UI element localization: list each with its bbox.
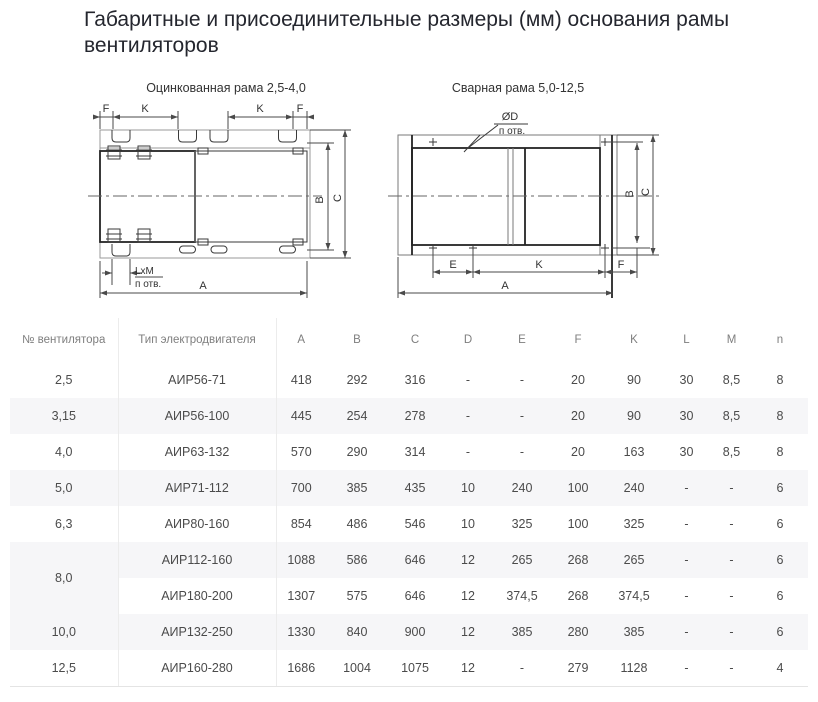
column-header-n: n [776,334,784,346]
dim-label-a-left-drawing: A [199,280,207,292]
page-title [84,7,729,59]
cell-value: 90 [627,373,641,387]
cell-value: 1307 [287,589,316,603]
cell-value: - [711,542,752,578]
cell-value: - [662,614,711,650]
cell-value: - [465,445,471,459]
dim-label-c-right-drawing: C [640,188,652,196]
column-header-b: B [353,334,361,346]
cell-value: 290 [346,445,368,459]
welded-frame-drawing [388,78,678,310]
dim-label-n-holes-left: п отв. [135,279,162,290]
column-header-a: A [297,334,306,346]
cell-value: 90 [606,398,662,434]
table-row [10,650,808,687]
column-header-d: D [463,334,473,346]
cell-value: 374,5 [618,589,650,603]
dim-label-a-right-drawing: A [501,280,509,292]
column-header-c: C [410,334,420,346]
column-header-motor-type: Тип электродвигателя [118,318,276,362]
hole-marks [429,138,609,252]
cell-value: - [662,542,711,578]
cell-value: 445 [276,398,326,434]
cell-value: - [519,445,525,459]
dim-label-b: B [314,196,326,204]
cell-value: 254 [326,398,388,434]
cell-fan-number: 10,0 [10,614,118,650]
cell-value: - [711,650,752,687]
column-header-f: F [574,334,582,346]
cell-value: 12 [442,650,494,687]
dim-label-hole-diameter: ØD [501,111,519,123]
cell-value: 385 [326,470,388,506]
cell-value: 546 [404,517,426,531]
column-header-k: K [630,334,638,346]
table-row [10,470,808,506]
column-header-e: E [518,334,526,346]
drawing-title-welded: Сварная рама 5,0-12,5 [451,81,585,95]
cell-value: 646 [388,542,442,578]
cell-motor-type: АИР112-160 [118,542,276,578]
cell-value: 280 [550,614,606,650]
table-row [10,614,808,650]
cell-fan-number: 3,15 [10,398,118,434]
cell-value: - [711,470,752,506]
cell-value: 8,5 [722,445,741,459]
cell-value: 10 [442,470,494,506]
table-row [10,362,808,398]
drawing-title-galvanized: Оцинкованная рама 2,5-4,0 [146,81,306,95]
dim-label-k-right: K [256,103,264,115]
cell-value: 1075 [388,650,442,687]
cell-fan-number: 2,5 [10,362,118,398]
cell-value: - [465,373,471,387]
cell-motor-type: АИР180-200 [118,578,276,614]
table-row [10,578,808,614]
dim-label-k-right-drawing: K [535,259,543,271]
cell-value: 279 [550,650,606,687]
table-row [10,434,808,470]
cell-value: 8 [776,373,784,387]
cell-value: 12 [442,614,494,650]
cell-motor-type: АИР71-112 [118,470,276,506]
cell-value: 268 [550,542,606,578]
cell-motor-type: АИР63-132 [118,434,276,470]
cell-value: - [519,373,525,387]
cell-motor-type: АИР160-280 [118,650,276,687]
cell-value: 385 [494,614,550,650]
column-header-m: M [726,334,737,346]
cell-value: 570 [290,445,312,459]
cell-value: 840 [326,614,388,650]
column-header-fan-number: № вентилятора [10,318,118,362]
cell-value: 325 [623,517,645,531]
dim-label-lxm: LxM [135,266,154,277]
dim-label-c: C [332,194,344,202]
dim-label-f-right: F [296,103,304,115]
cell-value: 240 [494,470,550,506]
dim-label-f-right-drawing: F [617,259,625,271]
dim-label-e: E [449,259,457,271]
cell-value: 854 [290,517,312,531]
cell-value: 278 [388,398,442,434]
cell-fan-number: 5,0 [10,470,118,506]
cell-value: 435 [388,470,442,506]
cell-value: 1004 [326,650,388,687]
cell-value: 314 [404,445,426,459]
cell-value: 900 [388,614,442,650]
cell-value: - [684,589,689,603]
table-header-row [10,318,808,362]
galvanized-frame-drawing [50,78,370,310]
cell-value: - [662,650,711,687]
cell-value: - [711,614,752,650]
cell-value: 6 [776,517,784,531]
cell-value: 265 [494,542,550,578]
cell-motor-type: АИР132-250 [118,614,276,650]
cell-value: - [684,517,689,531]
cell-value: 100 [567,517,589,531]
cell-value: - [729,517,734,531]
cell-value: 20 [550,398,606,434]
cell-value: 4 [752,650,808,687]
dim-label-b-right-drawing: B [624,190,636,198]
cell-value: 1128 [606,650,662,687]
cell-value: - [729,589,734,603]
cell-value: 12 [461,589,475,603]
cell-value: 6 [752,470,808,506]
cell-value: 374,5 [506,589,538,603]
cell-value: 586 [326,542,388,578]
page-title-line2: вентиляторов [84,34,219,57]
cell-value: 385 [606,614,662,650]
cell-value: 20 [571,373,585,387]
cell-value: - [494,398,550,434]
cell-value: 100 [550,470,606,506]
cell-fan-number-merged: 8,0 [10,542,118,614]
column-header-l: L [683,334,690,346]
cell-value: 575 [346,589,368,603]
cell-fan-number: 4,0 [10,434,118,470]
cell-value: 1330 [276,614,326,650]
cell-value: 8 [776,445,784,459]
cell-value: 316 [404,373,426,387]
cell-motor-type: АИР80-160 [118,506,276,542]
cell-value: 700 [276,470,326,506]
cell-value: 268 [567,589,589,603]
dim-label-f-left: F [102,103,110,115]
cell-value: 6 [776,589,784,603]
cell-value: - [442,398,494,434]
cell-value: 30 [679,373,694,387]
cell-value: 1686 [276,650,326,687]
cell-value: 20 [571,445,585,459]
dim-label-n-holes-right: п отв. [498,126,526,137]
cell-value: 12 [442,542,494,578]
cell-value: 486 [346,517,368,531]
dim-label-k-left: K [141,103,149,115]
cell-value: - [662,470,711,506]
dimensions-table [10,318,808,687]
cell-value: 30 [662,398,711,434]
cell-value: 646 [404,589,426,603]
cell-value: 6 [752,542,808,578]
cell-value: 418 [290,373,312,387]
cell-motor-type: АИР56-71 [118,362,276,398]
page-title-line1: Габаритные и присоединительные размеры (мм) основания рамы [84,8,730,31]
cell-value: 1088 [276,542,326,578]
cell-motor-type: АИР56-100 [118,398,276,434]
cell-fan-number: 12,5 [10,650,118,687]
cell-value: 10 [461,517,475,531]
cell-value: 6 [752,614,808,650]
cell-value: 163 [623,445,645,459]
cell-value: 8,5 [711,398,752,434]
table-row [10,506,808,542]
cell-fan-number: 6,3 [10,506,118,542]
cell-value: 8 [752,398,808,434]
cell-value: 325 [511,517,533,531]
cell-value: 292 [346,373,368,387]
cell-value: 30 [679,445,694,459]
table-row [10,398,808,434]
cell-value: - [494,650,550,687]
cell-value: 265 [606,542,662,578]
table-row [10,542,808,578]
cell-value: 240 [606,470,662,506]
cell-value: 8,5 [722,373,741,387]
